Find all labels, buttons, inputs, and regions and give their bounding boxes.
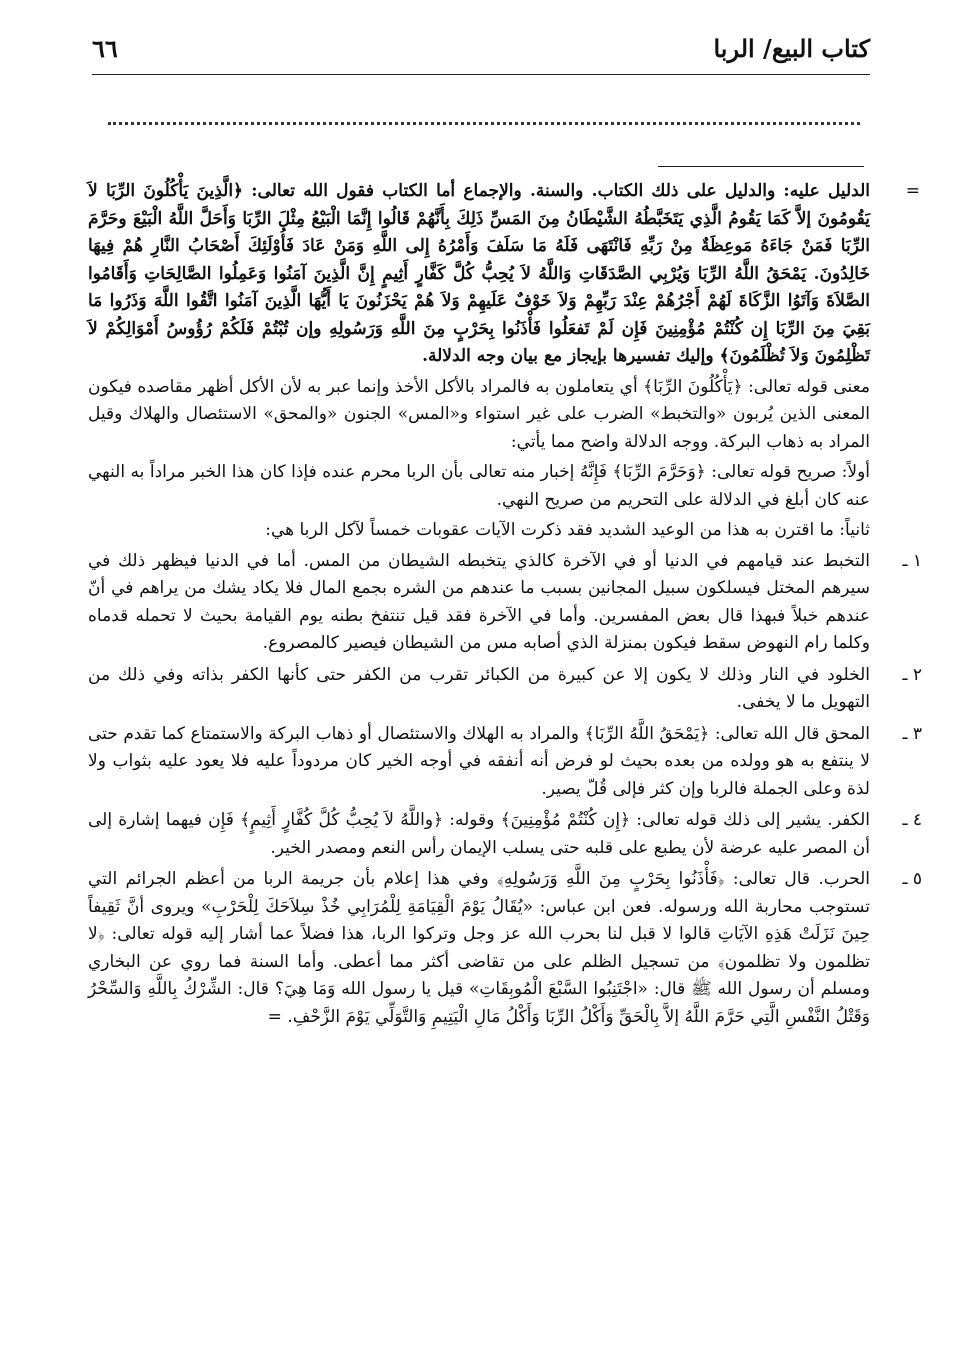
paragraph-first-point: أولاً: صريح قوله تعالى: ﴿وَحَرَّمَ الرِّبَا﴾ فَإِنَّهُ إخبار منه تعالى بأن الربا محرم عنده فإذا كان هذا الخبر مراداً به النهي عنه كان أبلغ في الدلالة على التحريم من صريح النهي. <box>88 462 870 510</box>
header-rule <box>92 74 870 75</box>
continuation-end-mark: = <box>267 1006 282 1027</box>
header-title: كتاب البيع/ الربا <box>713 34 870 63</box>
page-number: ٦٦ <box>92 34 118 63</box>
list-item-number: ٥ ـ <box>902 869 922 889</box>
list-item <box>88 662 922 717</box>
list-item <box>88 721 922 804</box>
list-item-number: ١ ـ <box>902 550 922 571</box>
list-item-text: التخبط عند قيامهم في الدنيا أو في الآخرة كالذي يتخبطه الشيطان من المس. أما في الدنيا فيظهر ذلك في سيرهم المختل فيسلكون سبيل المجانين بسبب ما عندهم من الشره بجمع المال فلا يكاد يشك من يراهم في أنّ عندهم خبلاً فبهذا قال بعض المفسرين. وأما في الآخرة فقد قيل تنتفخ بطنه يوم القيامة بحيث لا تحمله قدماه وكلما رام النهوض سقط فيكون بمنزلة الذي أصابه مس من الشيطان فيصير كالمصروع. <box>88 550 870 653</box>
paragraph-second-point: ثانياً: ما اقترن به هذا من الوعيد الشديد فقد ذكرت الآيات عقوبات خمساً لآكل الربا هي: <box>265 520 870 540</box>
continuation-mark: = <box>905 181 920 201</box>
paragraph-evidence: الدليل عليه: والدليل على ذلك الكتاب. والسنة. والإجماع أما الكتاب فقول الله تعالى: ﴿الَّذِينَ يَأْكُلُونَ الرِّبَا لاَ يَقُومُونَ إلاَّ كَمَا يَقُومُ الَّذِي يَتَخَبَّطُهُ الشَّيْطَانُ مِنَ المَسِّ ذَلِكَ بِأَنَّهُمْ قَالُوا إِنَّمَا الْبَيْعُ مِثْلَ الرِّبَا وَأَحَلَّ اللَّهُ الْبَيْعَ وحَرَّمَ الرِّبَا فَمَنْ جَاءَهُ مَوعِظَةٌ مِنْ رَبِّهِ فَانْتَهَى فَلَهُ مَا سَلَفَ وَأَمْرُهُ إِلى اللَّهِ وَمَنْ عَادَ فَأُوْلَئِكَ أَصْحَابُ النَّارِ هُمْ فِيهَا خَالِدُونَ. يَمْحَقُ اللَّهُ الرِّبَا وَيُرْبِي الصَّدَقَاتِ وَاللَّهُ لاَ يُحِبُّ كُلَّ كَفَّارٍ أَثِيمٍ إِنَّ الَّذِينَ آمَنُوا وَعَمِلُوا الصَّالِحَاتِ وَأَقَامُوا الصَّلاَةَ وَآتَوُا الزَّكَاةَ لَهُمْ أَجْرُهُمْ عِنْدَ رَبِّهِمْ وَلاَ خَوْفٌ عَلَيهِمْ وَلاَ هُمْ يَحْزَنُونَ يَا أَيُّهَا الَّذِينَ آمَنُوا اتَّقُوا اللَّهَ وَذَرُوا مَا بَقِيَ مِنَ الرِّبَا إِن كُنْتُمْ مُؤْمِنِينَ فَإِن لَمْ تَفعَلُوا فَأْذَنُوا بِحَرْبٍ مِنَ اللَّهِ وَرَسُولِهِ وإن تُبْتُمْ فَلَكُمْ رُؤُوسُ أَمْوَالِكُمْ لاَ تَظْلِمُونَ وَلاَ تُظْلَمُونَ﴾ وإليك تفسيرها بإيجاز مع بيان وجه الدلالة. <box>88 181 870 366</box>
list-item-number: ٤ ـ <box>902 810 922 830</box>
running-header <box>92 30 870 74</box>
paragraph-meaning: معنى قوله تعالى: ﴿يَأْكُلُونَ الرِّبَا﴾ أي يتعاملون به فالمراد بالأكل الأخذ وإنما عبر به لأن الأكل أظهر مقاصده فيكون المعنى الذين يُربون «والتخبط» الضرب على غير استواء و«المس» الجنون «والمحق» الاستئصال والهلاك وقيل المراد به ذهاب البركة. ووجه الدلالة واضح مما يأتي: <box>88 376 870 452</box>
list-item-number: ٢ ـ <box>902 664 922 685</box>
list-item-text: الخلود في النار وذلك لا يكون إلا عن كبيرة من الكبائر تقرب من الكفر حتى كأنها الكفر بذاته وفي ذلك من التهويل ما لا يخفى. <box>88 664 870 712</box>
section-rule <box>658 166 864 167</box>
list-item <box>88 548 922 658</box>
list-item-text: المحق قال الله تعالى: ﴿يَمْحَقُ اللَّهُ الرِّبَا﴾ والمراد به الهلاك والاستئصال أو ذهاب البركة والاستمتاع كما تقدم حتى لا ينتفع به هو وولده من بعده بحيث لو فرض أنه أنفقه في أوجه الخير كان مردوداً عليه فلا يعود عليه بثواب ولا لذة وعلى الجملة فالربا وإن كثر فإلى قُلّ يصير. <box>88 723 870 799</box>
list-item <box>88 866 922 1031</box>
list-item-text: الكفر. يشير إلى ذلك قوله تعالى: ﴿إِن كُنْتُمْ مُؤْمِنِينَ﴾ وقوله: ﴿واللَّهُ لاَ يُحِبُّ كُلَّ كُفَّارٍ أَثِيمٍ﴾ فَإِن فيهما إشارة إلى أن المصر عليه عرضة لأن يطبع على قلبه حتى يسلب الإيمان رأس النعم ومصدر الخير. <box>88 810 870 858</box>
dotted-separator <box>108 122 860 125</box>
list-item-number: ٣ ـ <box>902 723 922 744</box>
list-item-text: الحرب. قال تعالى: ﴿فَأْذَنُوا بِحَرْبٍ مِنَ اللَّهِ وَرَسُولِهِ﴾ وفي هذا إعلام بأن جريمة الربا من أعظم الجرائم التي تستوجب محاربة الله ورسوله. فعن ابن عباس: «يُقَالُ يَوْمَ الْقِيَامَةِ لِلْمُرَابِي خُذْ سِلاَحَكَ لِلْحَرْبِ» ويروى أنَّ ثَقِيفاً حِينَ نَزَلَتْ هَذِهِ الآيَاتِ قالوا لا قبل لنا بحرب الله عز وجل وتركوا الربا، هذا فضلاً عما أشار إليه قوله تعالى: ﴿لا تظلمون ولا تظلمون﴾ من تسجيل الظلم على من تقاضى أكثر مما أعطى. وأما السنة فما روي عن البخاري ومسلم أن رسول الله ﷺ قال: «اجْتَنِبُوا السَّبْعَ الْمُوبِقَاتِ» قيل يا رسول الله وَمَا هِيَ؟ قال: الشِّرْكُ بِاللَّهِ وَالسِّحْرُ وَقَتْلُ النَّفْسِ الَّتِي حَرَّمَ اللَّهُ إلاَّ بِالْحَقِّ وَأَكْلُ الرِّبَا وَأَكْلُ مَالِ الْيَتِيمِ وَالتَّوَلِّي يَوْمَ الزَّحْفِ. <box>88 869 870 1027</box>
list-item <box>88 807 922 862</box>
page-content <box>88 178 922 1035</box>
intro-block <box>88 178 920 371</box>
